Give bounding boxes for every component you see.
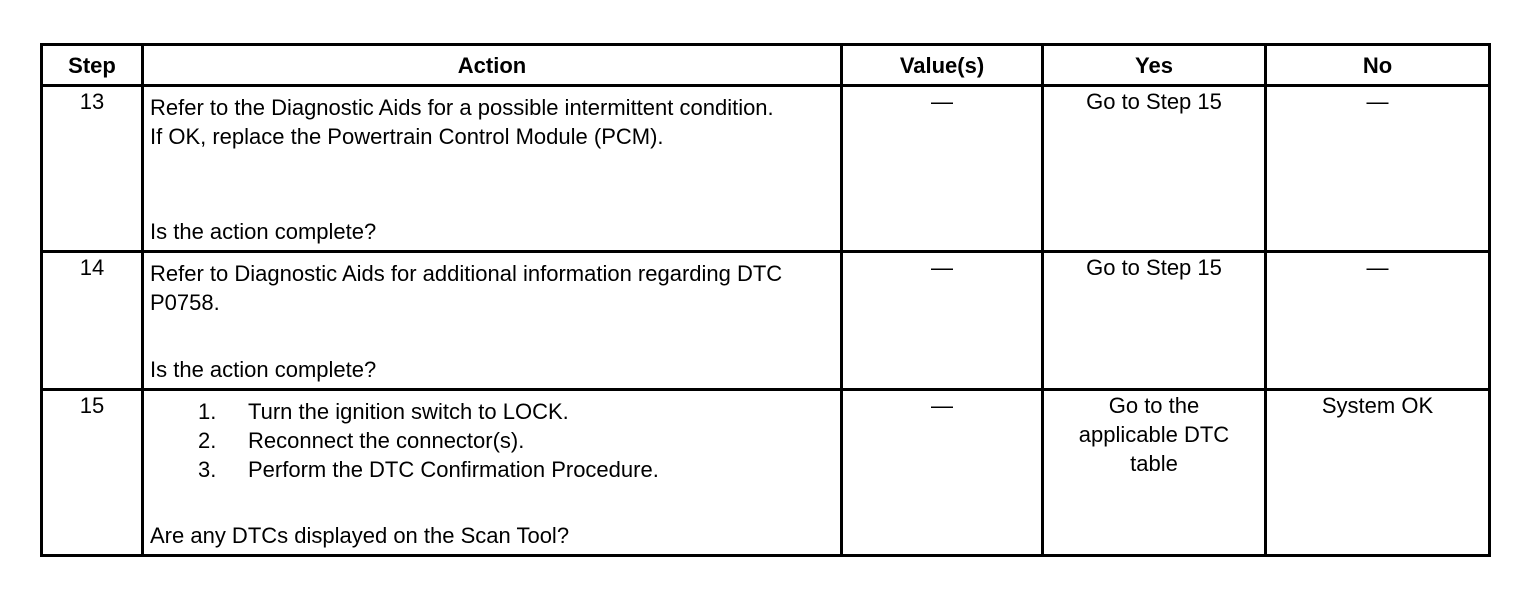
list-item <box>150 426 834 455</box>
step-number: 15 <box>42 390 143 556</box>
action-step-list <box>150 397 834 484</box>
header-yes: Yes <box>1043 45 1266 86</box>
list-item-text: Reconnect the connector(s). <box>248 428 525 453</box>
list-item-text: Turn the ignition switch to LOCK. <box>248 399 569 424</box>
table-header-row <box>42 45 1490 86</box>
no-cell: System OK <box>1266 390 1490 556</box>
table-row <box>42 252 1490 390</box>
action-cell <box>143 390 842 556</box>
yes-cell: Go to the applicable DTC table <box>1043 390 1266 556</box>
list-item <box>150 455 834 484</box>
value-cell: — <box>842 86 1043 252</box>
header-step: Step <box>42 45 143 86</box>
list-item-number: 1. <box>198 399 217 424</box>
no-cell: — <box>1266 252 1490 390</box>
table-row <box>42 390 1490 556</box>
list-item-text: Perform the DTC Confirmation Procedure. <box>248 457 659 482</box>
list-item-number: 2. <box>198 428 217 453</box>
header-no: No <box>1266 45 1490 86</box>
diagnostic-table <box>40 43 1491 557</box>
action-text: Refer to the Diagnostic Aids for a possible intermittent condition. If OK, replace the Powertrain Control Module (PCM). <box>150 95 774 149</box>
step-number: 14 <box>42 252 143 390</box>
step-number: 13 <box>42 86 143 252</box>
action-question: Are any DTCs displayed on the Scan Tool? <box>150 523 570 548</box>
action-question: Is the action complete? <box>150 219 377 244</box>
yes-cell: Go to Step 15 <box>1043 86 1266 252</box>
no-cell: — <box>1266 86 1490 252</box>
list-item <box>150 397 834 426</box>
value-cell: — <box>842 252 1043 390</box>
yes-cell: Go to Step 15 <box>1043 252 1266 390</box>
action-text: Refer to Diagnostic Aids for additional information regarding DTC P0758. <box>150 261 783 315</box>
action-cell <box>143 86 842 252</box>
header-values: Value(s) <box>842 45 1043 86</box>
table-row <box>42 86 1490 252</box>
list-item-number: 3. <box>198 457 217 482</box>
header-action: Action <box>143 45 842 86</box>
value-cell: — <box>842 390 1043 556</box>
action-question: Is the action complete? <box>150 357 377 382</box>
action-cell <box>143 252 842 390</box>
